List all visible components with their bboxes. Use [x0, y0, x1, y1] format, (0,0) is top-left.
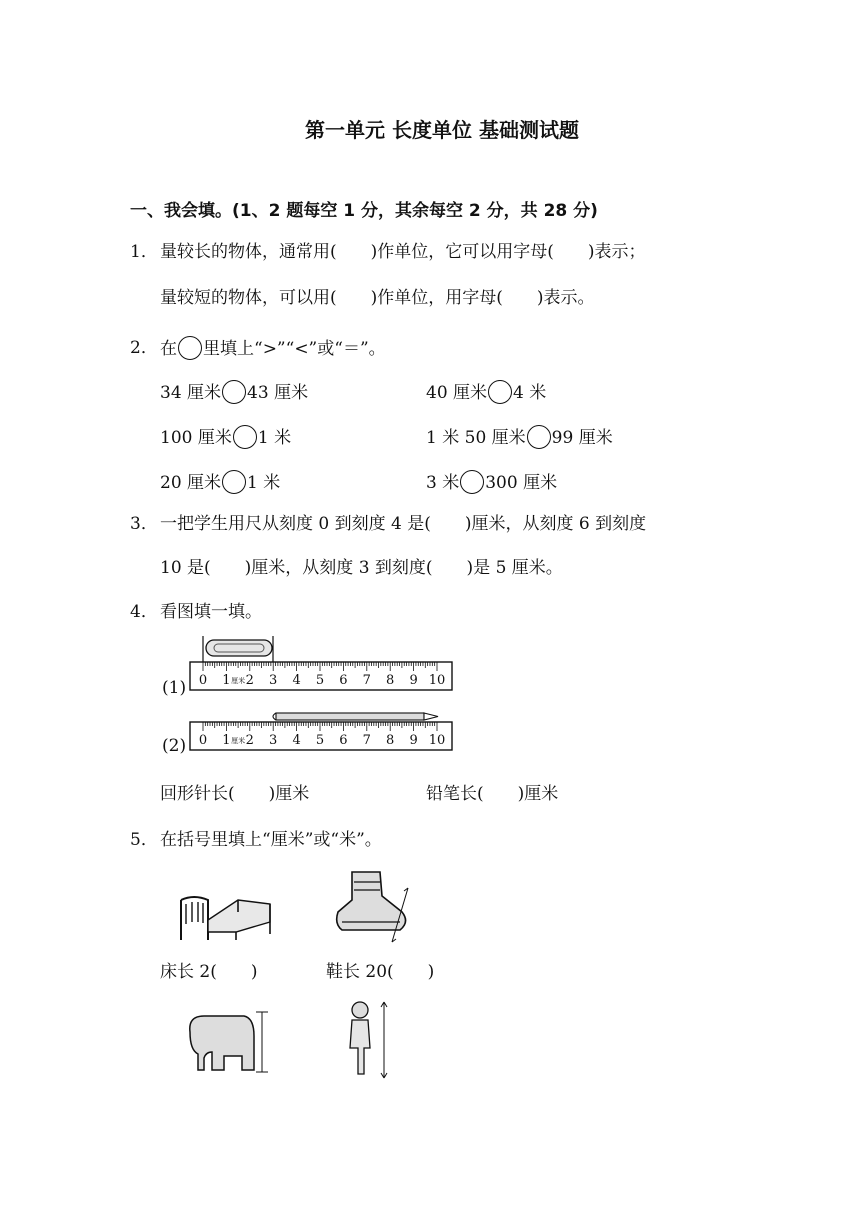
compare-item: 34 厘米 43 厘米 [160, 380, 308, 405]
compare-item: 3 米 300 厘米 [426, 470, 557, 495]
ruler-tick-label: 4 [292, 733, 301, 748]
ruler-tick-label: 0 [198, 733, 208, 748]
q2-pre: 在 [160, 339, 177, 359]
ruler-tick-label: 8 [386, 673, 395, 688]
shoe-caption: 鞋长 20( ) [326, 962, 435, 982]
q5-number: 5． [130, 830, 158, 850]
q2-post: 里填上“>”“<”或“＝”。 [203, 339, 386, 359]
ruler-tick-label: 9 [409, 673, 418, 688]
ruler-tick-label: 6 [339, 673, 348, 688]
compare-item: 40 厘米 4 米 [426, 380, 546, 405]
q1-line-1: 量较长的物体，通常用( )作单位，它可以用字母( )表示； [160, 242, 646, 262]
q3-line-2: 10 是( )厘米，从刻度 3 到刻度( )是 5 厘米。 [160, 558, 563, 578]
ruler-tick-label: 10 [428, 733, 446, 748]
ruler-tick-label: 6 [339, 733, 348, 748]
ruler-tick-label: 9 [409, 733, 418, 748]
shoe-icon [330, 866, 420, 946]
bed-caption: 床长 2( ) [160, 962, 258, 982]
ruler-2 [190, 722, 452, 750]
q4-number: 4． [130, 602, 158, 622]
page-title: 第一单元 长度单位 基础测试题 [305, 118, 579, 142]
ruler-tick-label: 2 [245, 673, 254, 688]
ruler-1 [190, 662, 452, 690]
ruler-tick-label: 3 [269, 733, 278, 748]
answer-circle-icon[interactable] [527, 425, 551, 449]
child-icon [340, 998, 400, 1082]
q3-line-1: 一把学生用尺从刻度 0 到刻度 4 是( )厘米，从刻度 6 到刻度 [160, 514, 647, 534]
ruler-tick-label: 2 [245, 733, 254, 748]
answer-circle-icon[interactable] [222, 380, 246, 404]
q1-number: 1． [130, 242, 158, 262]
answer-circle-icon[interactable] [460, 470, 484, 494]
compare-item: 20 厘米 1 米 [160, 470, 280, 495]
ruler-unit-label: 厘米 [231, 677, 246, 685]
ruler-tick-label: 10 [428, 673, 446, 688]
ruler-unit-label: 厘米 [231, 737, 246, 745]
pencil-ruler-figure [186, 708, 456, 756]
ruler-tick-label: 4 [292, 673, 301, 688]
compare-item: 100 厘米 1 米 [160, 425, 291, 450]
section-1-heading: 一、我会填。(1、2 题每空 1 分，其余每空 2 分，共 28 分) [130, 201, 598, 221]
ruler-tick-label: 1 [222, 673, 231, 688]
ruler-tick-label: 1 [222, 733, 231, 748]
ruler-tick-label: 8 [386, 733, 395, 748]
compare-circle-icon [178, 336, 202, 360]
paperclip-ruler-figure [186, 634, 456, 694]
ruler-tick-label: 7 [362, 733, 371, 748]
ruler-tick-label: 7 [362, 673, 371, 688]
q5-text: 在括号里填上“厘米”或“米”。 [160, 830, 382, 850]
paperclip-icon [203, 636, 273, 662]
ruler-tick-label: 0 [198, 673, 208, 688]
ruler-tick-label: 5 [315, 733, 325, 748]
q2-instruction [160, 336, 386, 361]
q2-number: 2． [130, 338, 158, 358]
ruler-tick-label: 3 [269, 673, 278, 688]
ruler-2-label: (2) [162, 736, 187, 756]
pencil-answer: 铅笔长( )厘米 [426, 784, 559, 804]
compare-item: 1 米 50 厘米 99 厘米 [426, 425, 613, 450]
bed-icon [176, 890, 276, 944]
answer-circle-icon[interactable] [222, 470, 246, 494]
answer-circle-icon[interactable] [488, 380, 512, 404]
ruler-tick-label: 5 [315, 673, 325, 688]
q4-text: 看图填一填。 [160, 602, 262, 622]
pencil-icon [273, 713, 438, 720]
paperclip-answer: 回形针长( )厘米 [160, 784, 310, 804]
answer-circle-icon[interactable] [233, 425, 257, 449]
q3-number: 3． [130, 514, 158, 534]
elephant-icon [180, 1008, 272, 1078]
ruler-1-label: (1) [162, 678, 187, 698]
q1-line-2: 量较短的物体，可以用( )作单位，用字母( )表示。 [160, 288, 595, 308]
